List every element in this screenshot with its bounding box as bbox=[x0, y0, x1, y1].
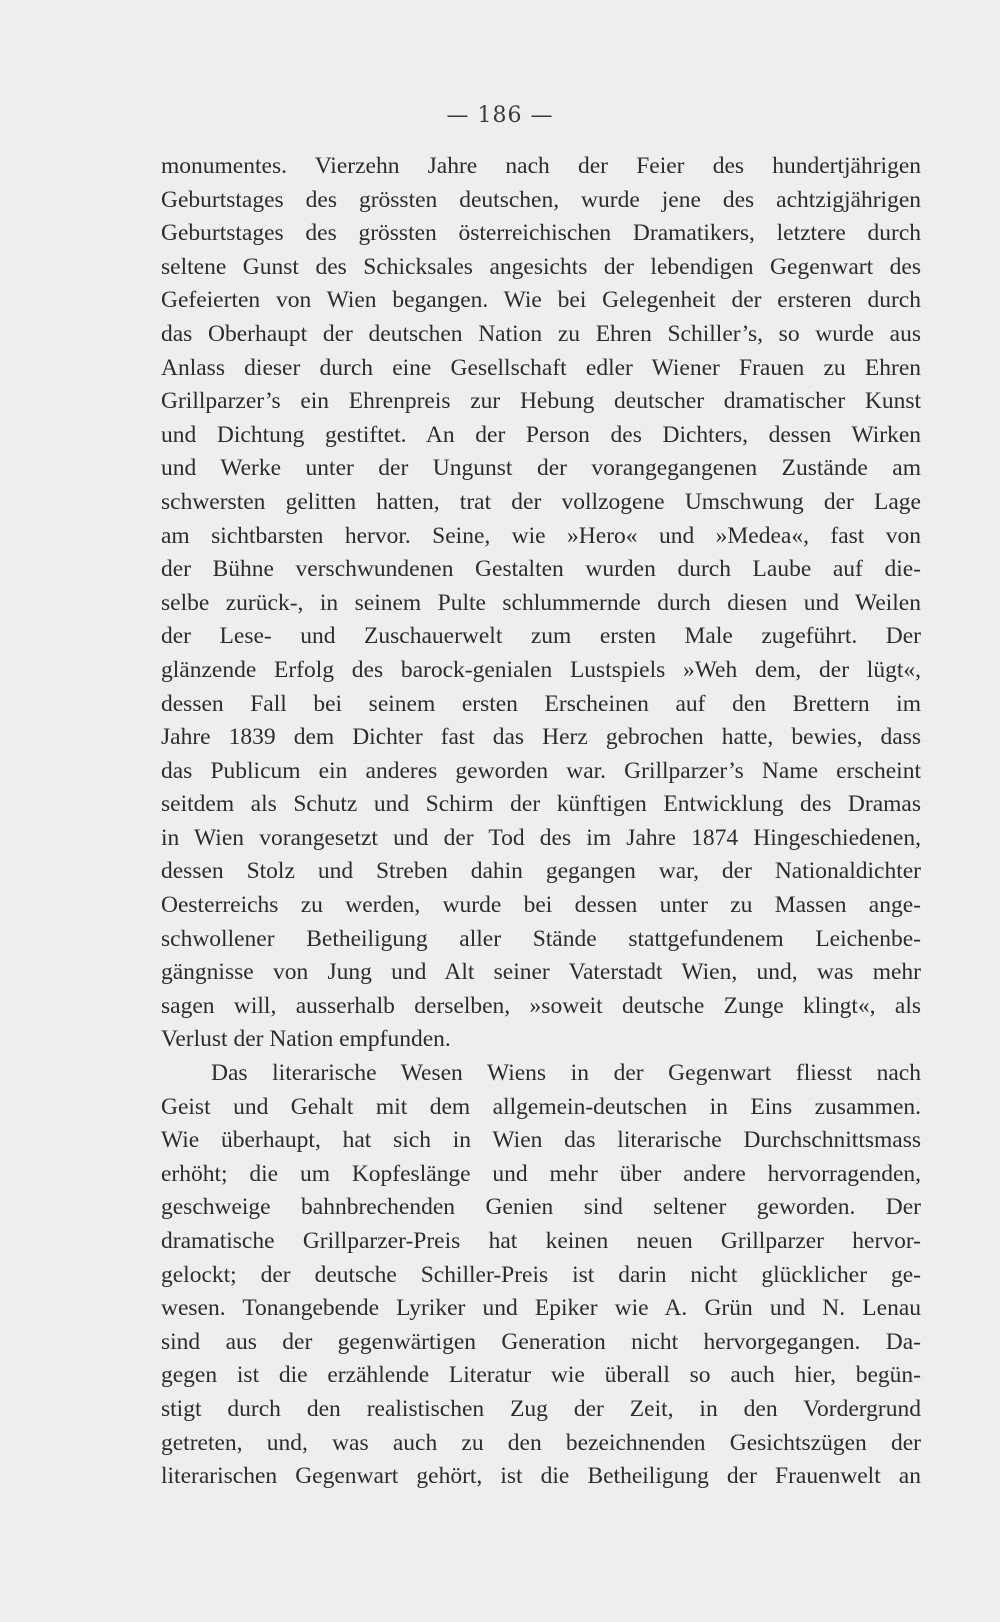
text-line: am sichtbarsten hervor. Seine, wie »Hero« und »Medea«, fast von bbox=[161, 522, 921, 549]
text-line: in Wien vorangesetzt und der Tod des im Jahre 1874 Hingeschiedenen, bbox=[161, 824, 921, 851]
text-line: Geist und Gehalt mit dem allgemein-deutschen in Eins zusammen. bbox=[161, 1093, 921, 1120]
text-line: schwollener Betheiligung aller Stände stattgefundenem Leichenbe- bbox=[161, 925, 921, 952]
text-line: Geburtstages des grössten deutschen, wurde jene des achtzigjährigen bbox=[161, 186, 921, 213]
text-line: gängnisse von Jung und Alt seiner Vaterstadt Wien, und, was mehr bbox=[161, 959, 921, 986]
text-line: dessen Fall bei seinem ersten Erscheinen auf den Brettern im bbox=[161, 690, 921, 717]
text-line: sind aus der gegenwärtigen Generation nicht hervorgegangen. Da- bbox=[161, 1328, 921, 1355]
paragraph-start-line: Das literarische Wesen Wiens in der Gegenwart fliesst nach bbox=[211, 1060, 921, 1087]
text-line: erhöht; die um Kopfeslänge und mehr über andere hervorragenden, bbox=[161, 1160, 921, 1187]
text-line: getreten, und, was auch zu den bezeichnenden Gesichtszügen der bbox=[161, 1429, 921, 1456]
text-line: der Lese- und Zuschauerwelt zum ersten Male zugeführt. Der bbox=[161, 623, 921, 650]
text-line: Geburtstages des grössten österreichischen Dramatikers, letztere durch bbox=[161, 220, 921, 247]
text-line: das Publicum ein anderes geworden war. Grillparzer’s Name erscheint bbox=[161, 757, 921, 784]
text-line: gelockt; der deutsche Schiller-Preis ist darin nicht glücklicher ge- bbox=[161, 1261, 921, 1288]
text-line: Jahre 1839 dem Dichter fast das Herz gebrochen hatte, bewies, dass bbox=[161, 724, 921, 751]
text-line: wesen. Tonangebende Lyriker und Epiker wie A. Grün und N. Lenau bbox=[161, 1295, 921, 1322]
text-line: dessen Stolz und Streben dahin gegangen war, der Nationaldichter bbox=[161, 858, 921, 885]
text-line: geschweige bahnbrechenden Genien sind seltener geworden. Der bbox=[161, 1194, 921, 1221]
text-line: literarischen Gegenwart gehört, ist die Betheiligung der Frauenwelt an bbox=[161, 1463, 921, 1490]
text-line: seitdem als Schutz und Schirm der künftigen Entwicklung des Dramas bbox=[161, 791, 921, 818]
text-line: sagen will, ausserhalb derselben, »soweit deutsche Zunge klingt«, als bbox=[161, 992, 921, 1019]
text-line: und Werke unter der Ungunst der vorangegangenen Zustände am bbox=[161, 455, 921, 482]
text-line: dramatische Grillparzer-Preis hat keinen neuen Grillparzer hervor- bbox=[161, 1228, 921, 1254]
text-line: Anlass dieser durch eine Gesellschaft edler Wiener Frauen zu Ehren bbox=[161, 354, 921, 381]
text-line: gegen ist die erzählende Literatur wie überall so auch hier, begün- bbox=[161, 1362, 921, 1389]
page-number: — 186 — bbox=[446, 103, 554, 128]
paragraph-end-line: Verlust der Nation empfunden. bbox=[161, 1026, 451, 1053]
text-line: Gefeierten von Wien begangen. Wie bei Gelegenheit der ersteren durch bbox=[161, 287, 921, 314]
text-line: selbe zurück-, in seinem Pulte schlummernde durch diesen und Weilen bbox=[161, 589, 921, 616]
text-line: Wie überhaupt, hat sich in Wien das literarische Durchschnittsmass bbox=[161, 1127, 921, 1154]
text-line: glänzende Erfolg des barock-genialen Lustspiels »Weh dem, der lügt«, bbox=[161, 656, 921, 683]
text-line: das Oberhaupt der deutschen Nation zu Ehren Schiller’s, so wurde aus bbox=[161, 320, 921, 347]
text-line: der Bühne verschwundenen Gestalten wurden durch Laube auf die- bbox=[161, 556, 921, 583]
text-line: monumentes. Vierzehn Jahre nach der Feier des hundertjährigen bbox=[161, 153, 921, 179]
text-line: und Dichtung gestiftet. An der Person des Dichters, dessen Wirken bbox=[161, 421, 921, 448]
text-line: stigt durch den realistischen Zug der Zeit, in den Vordergrund bbox=[161, 1395, 921, 1422]
body-text bbox=[161, 150, 921, 1494]
text-line: seltene Gunst des Schicksales angesichts der lebendigen Gegenwart des bbox=[161, 253, 921, 280]
text-line: Grillparzer’s ein Ehrenpreis zur Hebung deutscher dramatischer Kunst bbox=[161, 388, 921, 415]
text-line: Oesterreichs zu werden, wurde bei dessen unter zu Massen ange- bbox=[161, 892, 921, 919]
text-line: schwersten gelitten hatten, trat der vollzogene Umschwung der Lage bbox=[161, 488, 921, 515]
